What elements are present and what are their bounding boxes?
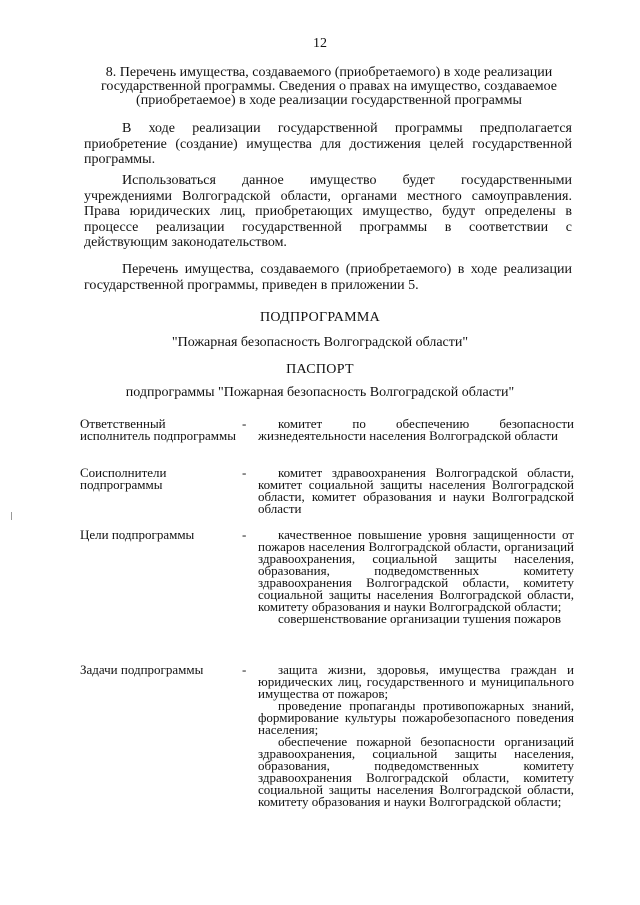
subprogram-label: ПОДПРОГРАММА [259, 310, 381, 325]
passport-value-item: обеспечение пожарной безопасности организаций здравоохранения, социальной защиты населения, образования, подведомственных комитету здравоохранения Волгоградской области, комитету социальной защиты населения Волгоградской области, комитету образования и науки Волгоградской области; [258, 734, 574, 809]
passport-row-dash: - [242, 527, 247, 542]
passport-value-item: комитет по обеспечению безопасности жизнедеятельности населения Волгоградской области [258, 416, 574, 443]
passport-row-dash: - [242, 662, 247, 677]
passport-row-value [258, 467, 574, 515]
passport-subtitle: подпрограммы "Пожарная безопасность Волгоградской области" [125, 385, 515, 400]
passport-row-value [258, 418, 574, 442]
passport-value-item: комитет здравоохранения Волгоградской области, комитет социальной защиты населения Волгоградской области, комитет образования и науки Волгоградской области [258, 465, 574, 516]
page-number: 12 [313, 36, 327, 51]
passport-row-label: Цели подпрограммы [80, 527, 195, 542]
passport-value-item: совершенствование организации тушения пожаров [278, 611, 562, 626]
scan-margin-mark [11, 512, 12, 520]
passport-value-item: защита жизни, здоровья, имущества граждан и юридических лиц, государственного и муниципального имущества от пожаров; [258, 662, 574, 701]
section-heading: 8. Перечень имущества, создаваемого (приобретаемого) в ходе реализации государственной программы. Сведения о правах на имущество, создаваемое (приобретаемое) в ходе реализации государственной программы [100, 65, 558, 108]
passport-row-value [258, 664, 574, 808]
passport-row-label: Ответственный исполнитель подпрограммы [80, 416, 236, 443]
subprogram-name: "Пожарная безопасность Волгоградской области" [171, 335, 469, 350]
passport-label: ПАСПОРТ [286, 362, 354, 377]
passport-row-dash: - [242, 416, 247, 431]
passport-row-label: Задачи подпрограммы [80, 662, 204, 677]
passport-row-label: Соисполнители подпрограммы [80, 465, 167, 492]
passport-value-item: проведение пропаганды противопожарных знаний, формирование культуры пожаробезопасного поведения населения; [258, 698, 574, 737]
passport-row-value [258, 529, 574, 625]
paragraph-property-list: Перечень имущества, создаваемого (приобретаемого) в ходе реализации государственной программы, приведен в приложении 5. [84, 262, 572, 293]
passport-row-dash: - [242, 465, 247, 480]
paragraph-property-use: Использоваться данное имущество будет государственными учреждениями Волгоградской области, органами местного самоуправления. Права юридических лиц, приобретающих имущество, будут определены в процессе реализации государственной программы в соответствии с действующим законодательством. [84, 173, 572, 250]
passport-value-item: качественное повышение уровня защищенности от пожаров населения Волгоградской области, организаций здравоохранения, социальной защиты населения, образования, подведомственных комитету здравоохранения Волгоградской области, комитету социальной защиты населения Волгоградской области, комитету образования и науки Волгоградской области; [258, 527, 574, 614]
paragraph-property-acquisition: В ходе реализации государственной программы предполагается приобретение (создание) имущества для достижения целей государственной программы. [84, 121, 572, 167]
